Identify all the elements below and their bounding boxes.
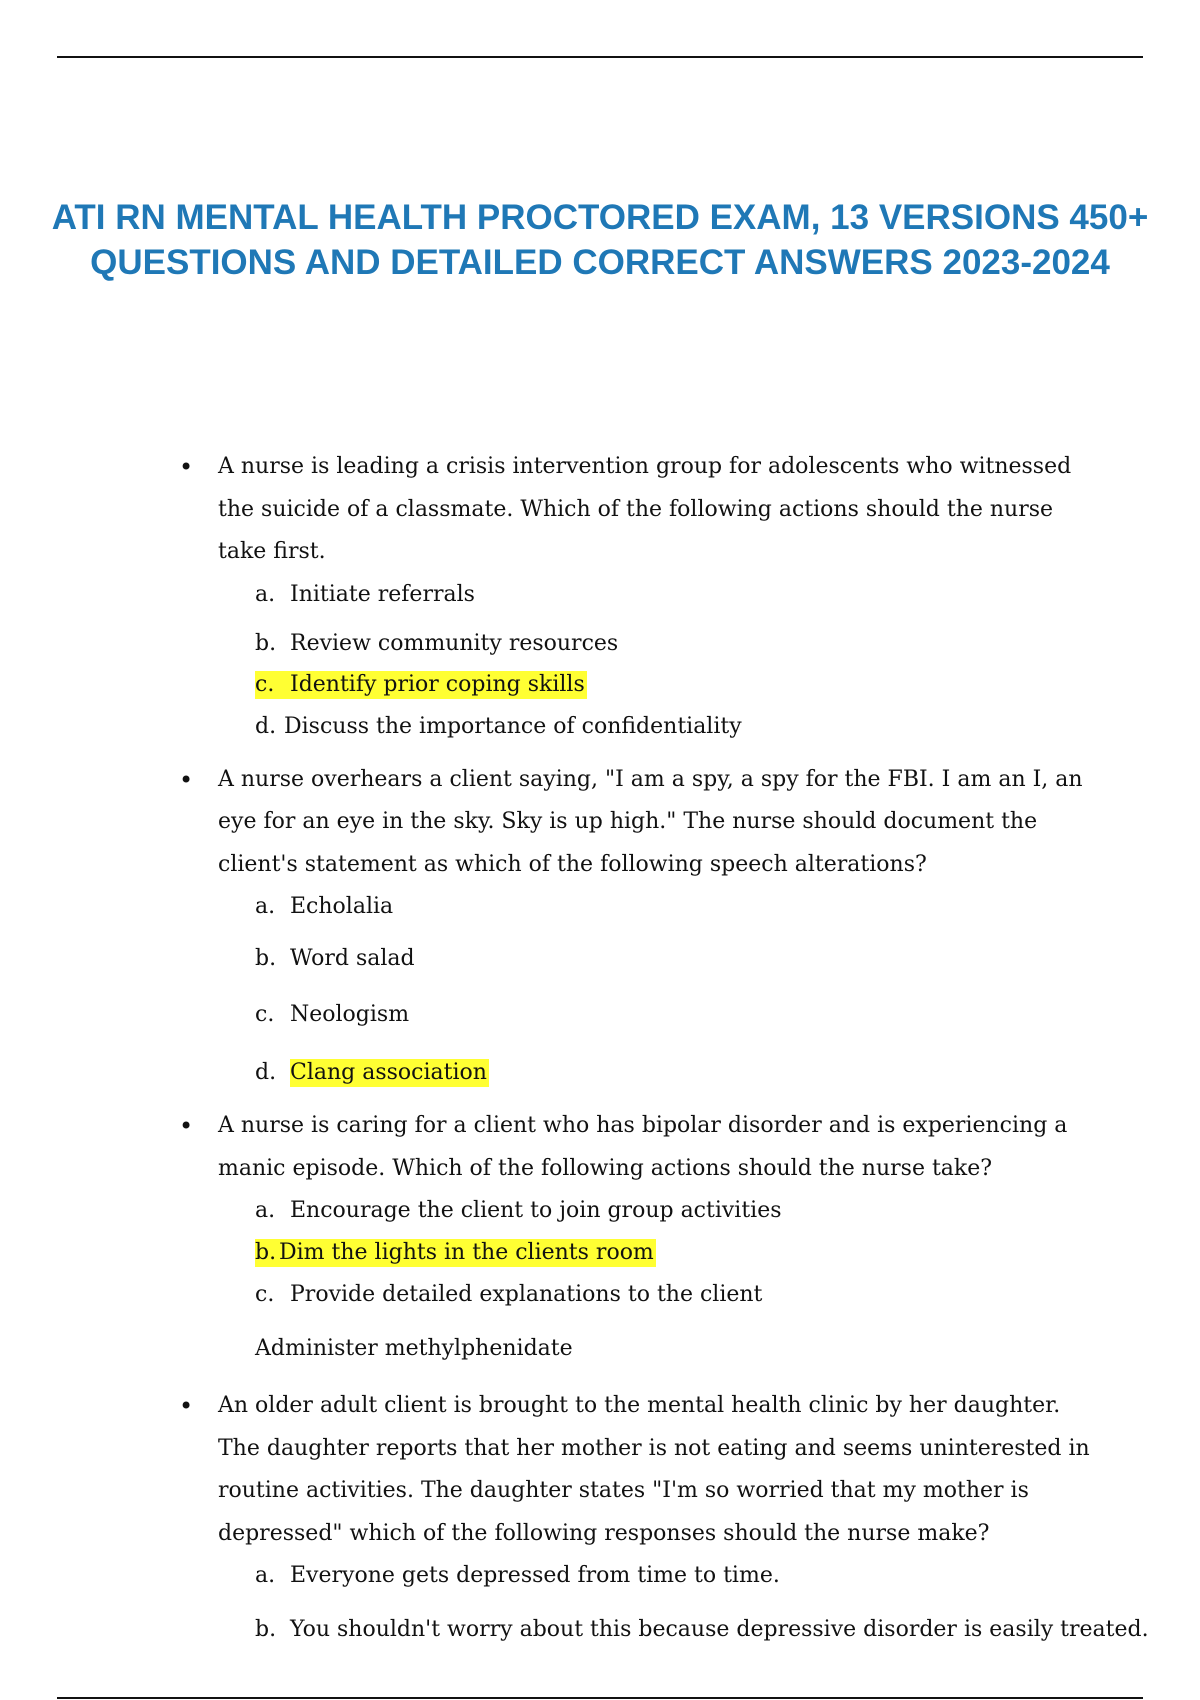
answer-highlight	[255, 671, 587, 699]
option-text: Provide detailed explanations to the client	[290, 1282, 763, 1307]
option-letter: a.	[255, 894, 276, 919]
question-stem: An older adult client is brought to the mental health clinic by her daughter. The daughter reports that her mother is not eating and seems uninterested in routine activities. The daughter states "I'm so worried that my mother is depressed" which of the following responses should the nurse make?	[218, 1393, 1090, 1546]
bullet-icon: •	[179, 453, 194, 481]
answer-option	[255, 574, 1200, 618]
option-letter: b.	[255, 946, 277, 971]
header-rule	[57, 56, 1143, 58]
question-item	[0, 1385, 1200, 1651]
option-text: Everyone gets depressed from time to time.	[290, 1563, 780, 1588]
option-text: Echolalia	[290, 894, 394, 919]
answer-option-correct	[255, 1232, 1200, 1274]
extra-option-line: Administer methylphenidate	[255, 1336, 573, 1361]
option-letter: c.	[255, 1282, 275, 1307]
option-letter: b.	[255, 1617, 277, 1642]
option-text: Clang association	[290, 1060, 487, 1085]
question-stem: A nurse is caring for a client who has bipolar disorder and is experiencing a manic episode. Which of the following actions should the nurse take?	[218, 1113, 1068, 1181]
option-letter: a.	[255, 1198, 276, 1223]
question-item	[0, 759, 1200, 1095]
option-text: You shouldn't worry about this because depressive disorder is easily treated.	[290, 1617, 1149, 1642]
footer-rule	[57, 1697, 1143, 1699]
option-text: Identify prior coping skills	[290, 671, 585, 697]
option-letter: d.	[255, 1060, 277, 1085]
bullet-icon: •	[179, 1392, 194, 1420]
option-text: Word salad	[290, 946, 415, 971]
answer-option	[255, 1609, 1200, 1651]
option-text: Encourage the client to join group activities	[290, 1198, 782, 1223]
option-text: Review community resources	[290, 630, 619, 656]
answer-option-correct	[255, 664, 1200, 706]
answer-highlight	[255, 1239, 656, 1267]
answer-option	[255, 1052, 1200, 1094]
option-letter: c.	[255, 671, 275, 697]
answer-option	[255, 706, 1200, 748]
answer-option	[255, 1274, 1200, 1328]
option-letter: b.	[255, 630, 277, 656]
question-item	[0, 1105, 1200, 1374]
question-stem: A nurse is leading a crisis intervention group for adolescents who witnessed the suicide of a classmate. Which of the following actions should the nurse take first.	[218, 454, 1072, 564]
bullet-icon: •	[179, 765, 194, 794]
option-text: Dim the lights in the clients room	[279, 1240, 654, 1265]
answer-option	[255, 1555, 1200, 1609]
option-letter: c.	[255, 1002, 275, 1027]
answer-option	[255, 886, 1200, 938]
question-stem: A nurse overhears a client saying, "I am a spy, a spy for the FBI. I am an I, an eye for an eye in the sky. Sky is up high." The nurse should document the client's statement as which of the following speech alterations?	[218, 766, 1083, 877]
bullet-icon: •	[179, 1112, 194, 1140]
answer-option	[255, 1190, 1200, 1232]
answer-option	[255, 618, 1200, 660]
answer-highlight	[290, 1059, 489, 1087]
option-letter: d.	[255, 713, 277, 739]
question-list	[0, 446, 1200, 1662]
answer-option	[255, 994, 1200, 1052]
option-text: Neologism	[290, 1002, 410, 1027]
option-text: Discuss the importance of confidentiality	[284, 713, 742, 739]
answer-option	[255, 938, 1200, 994]
option-letter: a.	[255, 581, 276, 607]
option-letter: a.	[255, 1563, 276, 1588]
option-text: Initiate referrals	[290, 581, 475, 607]
option-letter: b.	[255, 1240, 277, 1265]
question-item	[0, 446, 1200, 748]
document-title: ATI RN MENTAL HEALTH PROCTORED EXAM, 13 VERSIONS 450+ QUESTIONS AND DETAILED CORRECT ANSWERS 2023-2024	[51, 198, 1149, 282]
